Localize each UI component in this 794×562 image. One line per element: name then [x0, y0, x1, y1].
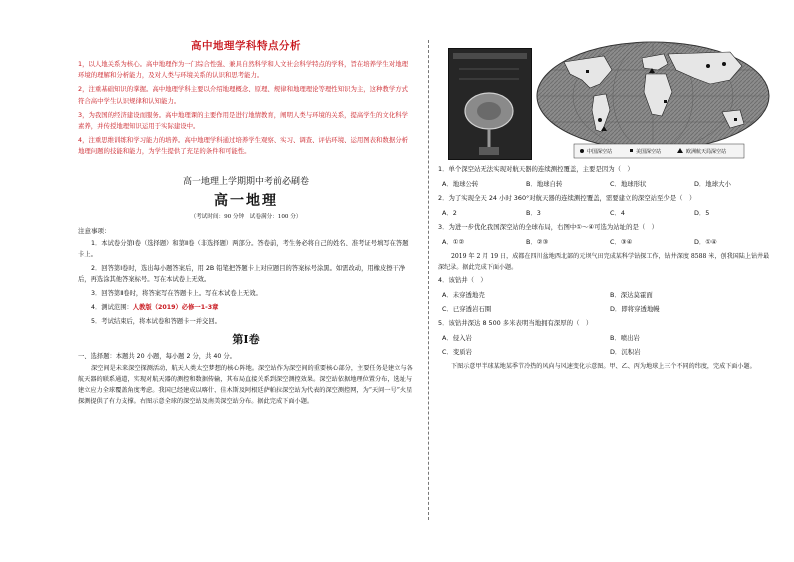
section-heading: 一、选择题：本题共 20 小题，每小题 2 分，共 40 分。 — [78, 352, 236, 360]
note-range-prefix: 4．测试范围： — [91, 303, 133, 311]
reading-passage-2: 2019 年 2 月 19 日，成都在四川盆地西北部的元坝气田完成某科学钻探工作，钻井深度 8588 米，创我国陆上钻井最深纪录。据此完成下面小题。 — [438, 253, 770, 271]
option: D．5 — [694, 209, 710, 217]
option: D．地球大小 — [694, 180, 731, 188]
option: D．①④ — [694, 238, 717, 246]
option: C．变质岩 — [442, 348, 473, 356]
option: A．侵入岩 — [442, 334, 472, 342]
option: C．③④ — [610, 238, 633, 246]
promo-paragraph: 4，注重思维训练和学习能力的培养。高中地理学科通过培养学生观察、实习、调查、评估环境、运用图表和数据分析地理问题的技能和能力，为学生提供了充足的条件和可能性。 — [78, 136, 408, 156]
left-column — [78, 38, 414, 407]
reading-passage: 深空间是未来深空探测活动，航天人类太空梦想的核心阵地。深空站作为深空间的重要核心部分，主要任务是建立与各航天器的联系通道，实现对航天器的测控和数据传输，其布局直接关系到深空测控效果。深空站依据地理位置分布，选址与建立应力全球覆盖角度考虑。我国已经建成以喀什、佳木斯及阿根廷萨帕拉深空站为代表的深空测控网，为“天问一号”火星探测提供了有力支撑。右图示意全球的深空站及南美深空站分布。据此完成下面小题。 — [78, 364, 413, 405]
option: B．3 — [526, 209, 541, 217]
figure-area — [438, 40, 774, 162]
option: D．沉积岩 — [610, 348, 641, 356]
antenna-dish-icon — [449, 49, 531, 159]
legend-esa: 欧洲航天局深空站 — [686, 149, 727, 155]
legend-china: 中国深空站 — [587, 149, 613, 155]
promo-title: 高中地理学科特点分析 — [191, 40, 301, 52]
options-3 — [438, 235, 774, 249]
options-2 — [438, 206, 774, 220]
option: A．2 — [442, 209, 457, 217]
note-item: 1．本试卷分第Ⅰ卷（选择题）和第Ⅱ卷（非选择题）两部分。答卷前，考生务必将自己的姓名、准考证号填写在答题卡上。 — [78, 239, 409, 258]
question-3: 3．为进一步优化我国深空站的全球布局，右图中①～④可选为站址的是（ ） — [438, 223, 659, 231]
option: C．4 — [610, 209, 625, 217]
option: B．地球自转 — [526, 180, 563, 188]
question-5: 5．该钻井深达 8 500 多米表明当地拥有深厚的（ ） — [438, 319, 593, 327]
subject-title: 高一地理 — [214, 192, 278, 209]
question-1: 1．单个深空站无法实现对航天器的连续测控覆盖，主要是因为（ ） — [438, 165, 634, 173]
right-column — [438, 40, 774, 374]
options-1 — [438, 177, 774, 191]
world-map-graphic — [534, 40, 772, 162]
options-4 — [438, 288, 774, 316]
legend-usa: 美国深空站 — [636, 149, 662, 155]
part-title: 第Ⅰ卷 — [232, 332, 260, 346]
promo-paragraph: 1，以人地关系为核心。高中地理作为一门综合性强、兼具自然科学和人文社会科学特点的学科，旨在培养学生对地理环境的理解和分析能力，及对人类与环境关系的认识和思考能力。 — [78, 60, 408, 80]
options-5 — [438, 331, 774, 359]
option: A．①② — [442, 238, 465, 246]
option: B．喷出岩 — [610, 334, 640, 342]
promo-paragraph: 3，为我国的经济建设而服务。高中地理课的主要作用是进行地情教育，阐明人类与环境的关系，提高学生的文化科学素养，并传授地理知识运用于实际建设中。 — [78, 110, 408, 131]
option: C．已穿透岩石圈 — [442, 305, 492, 313]
promo-paragraph: 2，注重基础知识的掌握。高中地理学科主要以介绍地理概念、原理、规律和地理理论等理性知识为主，这种教学方式符合高中学生认识规律和认知能力。 — [78, 85, 408, 105]
note-item: 2．回答第Ⅰ卷时，选出每小题答案后，用 2B 铅笔把答题卡上对应题目的答案标号涂黑。如需改动，用橡皮擦干净后，再选涂其他答案标号。写在本试卷上无效。 — [78, 264, 406, 283]
option: C．地球形状 — [610, 180, 647, 188]
note-item: 3．回答第Ⅱ卷时，将答案写在答题卡上。写在本试卷上无效。 — [91, 289, 262, 297]
question-2: 2．为了实现全天 24 小时 360°对航天器的连续测控覆盖，需要建立的深空站至少是（ ） — [438, 194, 696, 202]
reading-passage-3: 下图示意甲半球某地某季节冷热的风向与风速变化示意图。甲、乙、丙为地球上三个不同的纬度，完成下面小题。 — [451, 363, 756, 370]
column-divider — [428, 40, 429, 520]
option: B．深达莫霍面 — [610, 291, 653, 299]
question-4: 4．该钻井（ ） — [438, 276, 487, 284]
exam-title: 高一地理上学期期中考前必刷卷 — [182, 176, 309, 187]
note-item: 5．考试结束后，将本试卷和答题卡一并交回。 — [91, 317, 221, 325]
note-range-value: 人教版（2019）必修一1-3章 — [132, 303, 219, 311]
option: A．地球公转 — [442, 180, 479, 188]
option: B．②③ — [526, 238, 549, 246]
antenna-photo — [448, 48, 532, 160]
notes-heading: 注意事项： — [78, 226, 111, 235]
note-item-range — [78, 302, 414, 313]
exam-meta: （考试时间：90 分钟 试卷满分：100 分） — [190, 213, 302, 220]
option: D．即将穿透地幔 — [610, 305, 660, 313]
option: A．未穿透地壳 — [442, 291, 485, 299]
world-map — [534, 40, 772, 162]
